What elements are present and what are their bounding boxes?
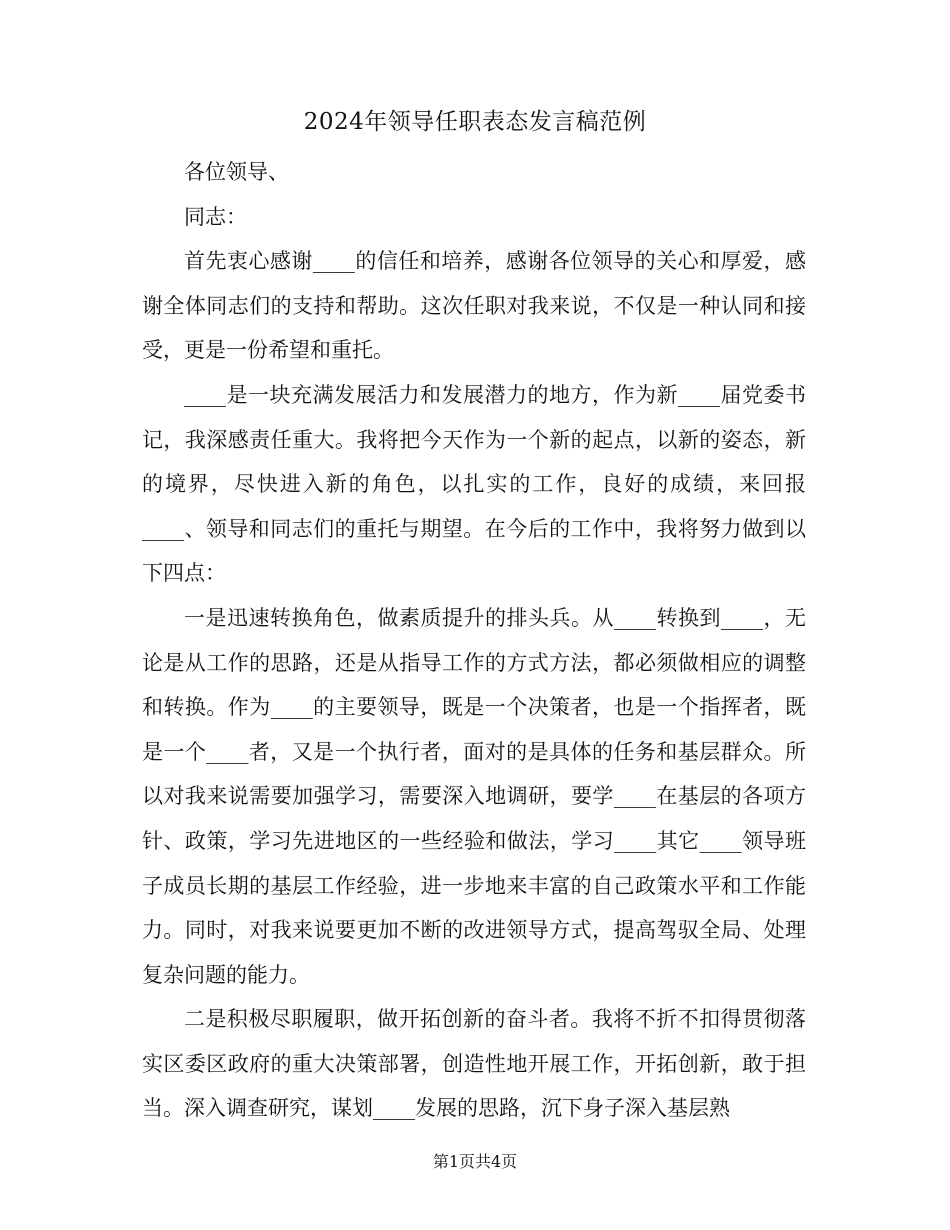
page-number: 第1页共4页 (432, 1152, 518, 1171)
paragraph-point-one: 一是迅速转换角色，做素质提升的排头兵。从____转换到____，无论是从工作的思路，还是从指导工作的方式方法，都必须做相应的调整和转换。作为____的主要领导，既是一个决策者，也是一个指挥者，既是一个____者，又是一个执行者，面对的是具体的任务和基层群众。所以对我来说需要加强学习，需要深入地调研，要学____在基层的各项方针、政策，学习先进地区的一些经验和做法，学习____其它____领导班子成员长期的基层工作经验，进一步地来丰富的自己政策水平和工作能力。同时，对我来说要更加不断的改进领导方式，提高驾驭全局、处理复杂问题的能力。 (142, 605, 806, 987)
document-title: 2024年领导任职表态发言稿范例 (303, 109, 647, 135)
document-body (142, 150, 806, 1131)
paragraph-point-two: 二是积极尽职履职，做开拓创新的奋斗者。我将不折不扣得贯彻落实区委区政府的重大决策部署，创造性地开展工作，开拓创新，敢于担当。深入调查研究，谋划____发展的思路，沉下身子深入基层熟 (142, 1007, 806, 1121)
salutation-line-2: 同志： (184, 204, 247, 229)
salutation-line-1: 各位领导、 (184, 160, 289, 184)
paragraph-responsibility: ____是一块充满发展活力和发展潜力的地方，作为新____届党委书记，我深感责任重大。我将把今天作为一个新的起点，以新的姿态，新的境界，尽快进入新的角色，以扎实的工作，良好的成绩，来回报____、领导和同志们的重托与期望。在今后的工作中，我将努力做到以下四点： (142, 382, 806, 586)
paragraph-thanks: 首先衷心感谢____的信任和培养，感谢各位领导的关心和厚爱，感谢全体同志们的支持和帮助。这次任职对我来说，不仅是一种认同和接受，更是一份希望和重托。 (142, 249, 806, 363)
